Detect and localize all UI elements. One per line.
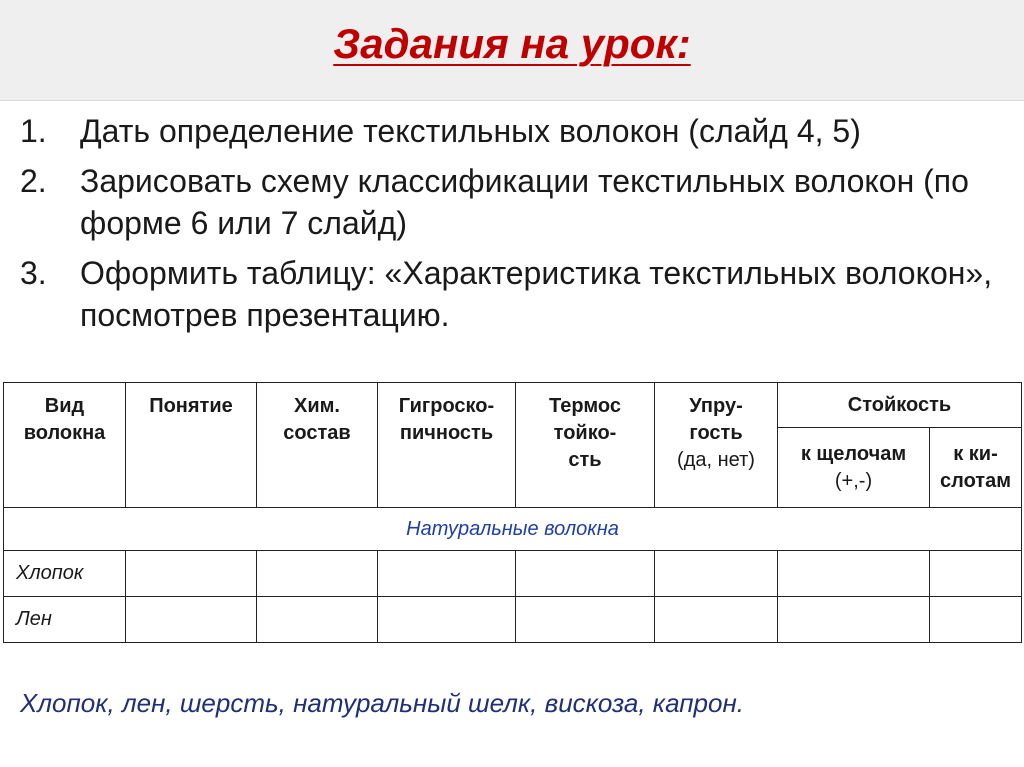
title-band bbox=[0, 0, 1024, 101]
table-cell bbox=[378, 551, 516, 597]
task-item-3 bbox=[20, 252, 1010, 336]
table-cell bbox=[126, 551, 257, 597]
table-cell bbox=[778, 597, 930, 643]
table-cell bbox=[655, 551, 778, 597]
header-text: к ки- bbox=[953, 442, 998, 465]
header-resistance bbox=[778, 383, 1022, 428]
header-text: Упру- bbox=[689, 395, 743, 417]
task-number: 3. bbox=[20, 255, 47, 291]
task-text: Зарисовать схему классификации текстильных волокон (по форме 6 или 7 слайд) bbox=[80, 163, 969, 241]
header-text: гость bbox=[689, 422, 743, 444]
fiber-list-note: Хлопок, лен, шерсть, натуральный шелк, вискоза, капрон. bbox=[20, 688, 745, 718]
table-cell bbox=[516, 597, 655, 643]
task-item-2 bbox=[20, 160, 1010, 244]
table-cell bbox=[930, 551, 1022, 597]
task-text: Оформить таблицу: «Характеристика текстильных волокон», посмотрев презентацию. bbox=[80, 255, 993, 333]
table-row bbox=[4, 597, 1022, 643]
header-text: Гигроско- bbox=[398, 395, 495, 417]
task-number: 1. bbox=[20, 113, 47, 149]
task-item-1 bbox=[20, 110, 1010, 152]
header-text: состав bbox=[283, 422, 351, 444]
header-text: Понятие bbox=[149, 395, 233, 417]
fiber-characteristics-table bbox=[3, 382, 1022, 643]
header-text: Вид bbox=[44, 395, 85, 417]
header-text: Хим. bbox=[294, 395, 340, 417]
header-heat-resistance bbox=[516, 383, 655, 508]
header-fiber-type bbox=[4, 383, 126, 508]
table-cell bbox=[930, 597, 1022, 643]
header-text: сть bbox=[568, 449, 602, 471]
slide-title: Задания на урок: bbox=[333, 20, 691, 67]
table-cell bbox=[516, 551, 655, 597]
row-label-cotton: Хлопок bbox=[4, 551, 126, 597]
header-text: слотам bbox=[940, 469, 1011, 492]
row-label-flax: Лен bbox=[4, 597, 126, 643]
table-cell bbox=[778, 551, 930, 597]
header-text: Стойкость bbox=[847, 393, 952, 416]
task-text: Дать определение текстильных волокон (слайд 4, 5) bbox=[80, 113, 861, 149]
header-text: пичность bbox=[399, 422, 494, 444]
header-concept bbox=[126, 383, 257, 508]
header-text: к щелочам bbox=[800, 442, 907, 465]
header-acid-resistance bbox=[930, 428, 1022, 508]
header-text: волокна bbox=[23, 422, 106, 444]
table-cell bbox=[378, 597, 516, 643]
section-natural-fibers: Натуральные волокна bbox=[4, 508, 1022, 551]
header-text: (+,-) bbox=[834, 469, 873, 492]
table-cell bbox=[257, 551, 378, 597]
header-text: тойко- bbox=[553, 422, 617, 444]
header-elasticity bbox=[655, 383, 778, 508]
table-cell bbox=[655, 597, 778, 643]
header-text: Термос bbox=[549, 395, 621, 417]
task-list bbox=[20, 110, 1010, 344]
header-hygroscopicity bbox=[378, 383, 516, 508]
header-chemical-composition bbox=[257, 383, 378, 508]
header-alkali-resistance bbox=[778, 428, 930, 508]
table-cell bbox=[257, 597, 378, 643]
task-number: 2. bbox=[20, 163, 47, 199]
table-row bbox=[4, 551, 1022, 597]
header-text: (да, нет) bbox=[677, 449, 755, 471]
table-cell bbox=[126, 597, 257, 643]
